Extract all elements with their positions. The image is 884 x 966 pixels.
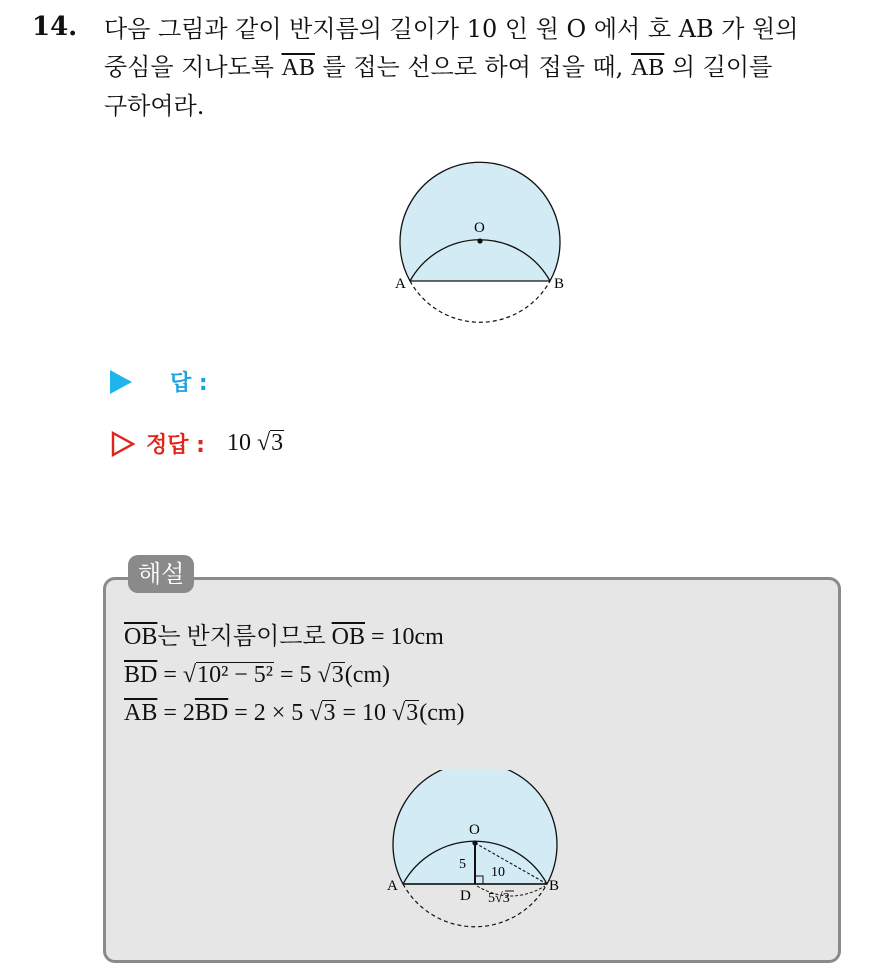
correct-answer-label: 정답 : (146, 433, 205, 458)
segment-bd: $\overline{BD}$ (124, 662, 158, 688)
label-5sqrt3-coefficient: 5 (488, 891, 495, 906)
label-b: B (549, 878, 560, 894)
correct-answer-row (110, 428, 284, 459)
question-line-2 (104, 48, 864, 87)
solution-text-part: (cm) (344, 662, 391, 688)
label-o: O (469, 822, 480, 838)
solution-line-2 (124, 656, 465, 694)
label-o: O (474, 220, 485, 236)
solution-text-part: = 10cm (364, 624, 444, 650)
answer-coefficient: 10 (226, 430, 251, 456)
segment-ob: $\overline{OB}$ (124, 624, 158, 650)
sqrt-sign: √ (495, 891, 503, 906)
segment-ab: $\overline{AB}$ (124, 700, 158, 726)
question-line-1: 다음 그림과 같이 반지름의 길이가 10 인 원 O 에서 호 AB 가 원의 (104, 15, 799, 43)
label-length-10: 10 (491, 865, 505, 880)
segment-ob: $\overline{OB}$ (331, 624, 365, 650)
question-text-part: 중심을 지나도록 (104, 53, 282, 81)
solution-text-part: = 2 × 5 (228, 700, 310, 726)
solution-text-part: = (157, 662, 183, 688)
figure-folded-circle (385, 155, 575, 330)
center-point (477, 238, 482, 243)
solution-text-part: 는 반지름이므로 (157, 624, 332, 650)
solution-text-part: = 2 (157, 700, 195, 726)
radicand: 3 (323, 700, 336, 726)
segment-bd: $\overline{BD}$ (194, 700, 229, 726)
solution-text-part: = 10 (336, 700, 393, 726)
question-text-part: 의 길이를 (664, 53, 773, 81)
radicand: 3 (331, 662, 344, 688)
solution-line-3 (124, 694, 465, 732)
label-d: D (460, 888, 471, 904)
question-number: 14. (32, 12, 78, 42)
question-text-part: 를 접는 선으로 하여 접을 때, (314, 53, 631, 81)
solution-line-1 (124, 618, 465, 656)
segment-ab: $\overline{AB}$ (281, 55, 315, 81)
sqrt-expression: √10² − 5² (182, 662, 273, 688)
radicand: 10² − 5² (197, 662, 273, 688)
question-line-3: 구하여라. (104, 92, 205, 120)
circle-lower-arc-dashed (410, 281, 550, 322)
question-text (104, 10, 864, 125)
radicand: 3 (271, 430, 284, 456)
solution-text-part: (cm) (419, 700, 465, 726)
label-length-5: 5 (459, 857, 466, 872)
figure-solution-diagram (380, 770, 570, 930)
sqrt-expression: √3 (309, 700, 336, 726)
outline-triangle-icon (110, 431, 136, 457)
solution-text-part: = 5 (274, 662, 318, 688)
sqrt-expression: √3 (317, 662, 344, 688)
label-5sqrt3-radicand: 3 (502, 891, 510, 906)
sqrt-expression: √3 (256, 430, 284, 456)
solution-text (124, 618, 465, 732)
label-length-5sqrt3 (488, 891, 510, 906)
segment-ab: $\overline{AB}$ (630, 55, 665, 81)
correct-answer-value (227, 430, 284, 457)
label-b: B (554, 276, 565, 292)
label-a: A (395, 276, 406, 292)
circle-lower-arc-dashed (403, 884, 547, 927)
label-a: A (387, 878, 398, 894)
radicand: 3 (406, 700, 419, 726)
answer-row (110, 366, 208, 397)
play-triangle-icon (110, 370, 132, 394)
sqrt-expression: √3 (392, 700, 419, 726)
center-point (472, 840, 477, 845)
answer-label: 답 : (170, 371, 208, 396)
solution-tab: 해설 (128, 555, 194, 593)
